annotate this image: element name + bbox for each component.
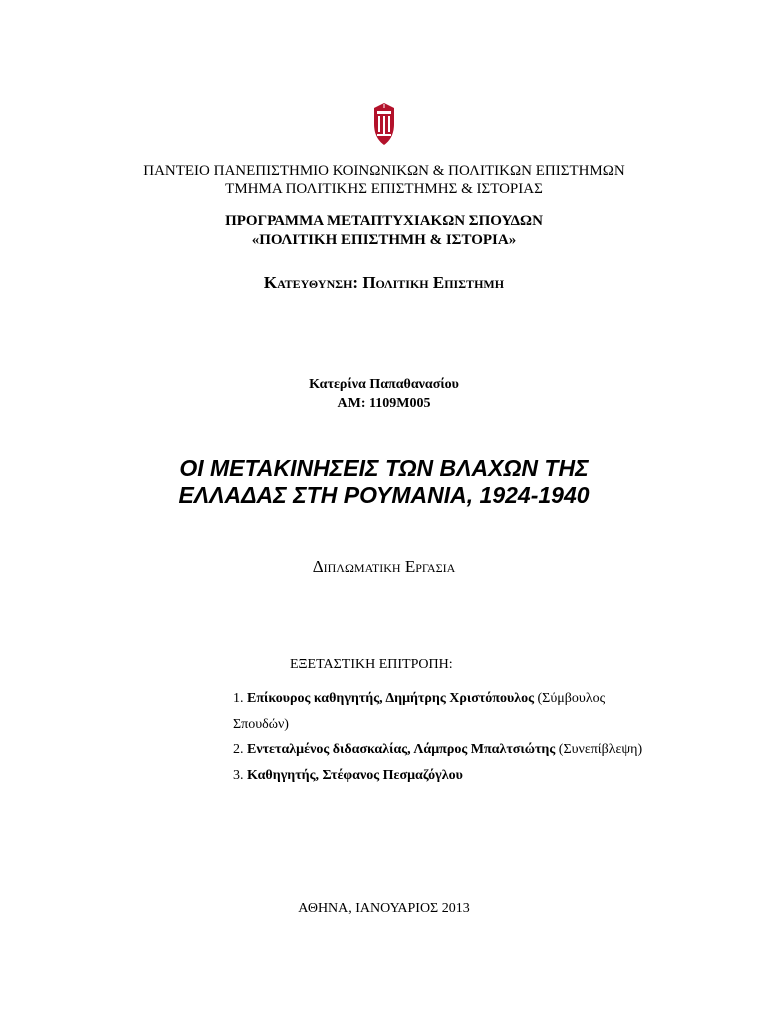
member-number: 2. (233, 742, 244, 757)
university-name: ΠΑΝΤΕΙΟ ΠΑΝΕΠΙΣΤΗΜΙΟ ΚΟΙΝΩΝΙΚΩΝ & ΠΟΛΙΤΙΚΩΝ ΕΠΙΣΤΗΜΩΝ (143, 163, 625, 179)
committee-member (233, 737, 653, 763)
student-id: ΑΜ: 1109Μ005 (337, 396, 431, 411)
program-subtitle: «ΠΟΛΙΤΙΚΗ ΕΠΙΣΤΗΜΗ & ΙΣΤΟΡΙΑ» (251, 232, 517, 248)
university-seal-icon (371, 102, 397, 146)
member-number: 1. (233, 691, 244, 706)
direction: Κατευθυνση: Πολιτικη Επιστημη (263, 273, 505, 292)
member-role: (Συνεπίβλεψη) (558, 742, 643, 757)
program-name: ΠΡΟΓΡΑΜΜΑ ΜΕΤΑΠΤΥΧΙΑΚΩΝ ΣΠΟΥΔΩΝ (225, 213, 543, 229)
member-name: Καθηγητής, Στέφανος Πεσμαζόγλου (247, 767, 463, 783)
committee-member (233, 686, 653, 737)
member-role: (Σύμβουλος Σπουδών) (233, 691, 606, 732)
committee-members (233, 686, 653, 788)
thesis-title-line2: ΕΛΛΑΔΑΣ ΣΤΗ ΡΟΥΜΑΝΙΑ, 1924-1940 (178, 482, 590, 508)
member-name: Εντεταλμένος διδασκαλίας, Λάμπρος Μπαλτσιώτης (247, 742, 556, 757)
place-date: ΑΘΗΝΑ, ΙΑΝΟΥΑΡΙΟΣ 2013 (298, 901, 470, 916)
document-type: Διπλωματικη Εργασια (312, 557, 456, 576)
committee-heading: ΕΞΕΤΑΣΤΙΚΗ ΕΠΙΤΡΟΠΗ: (290, 657, 453, 672)
author-name: Κατερίνα Παπαθανασίου (309, 377, 459, 392)
department-name: ΤΜΗΜΑ ΠΟΛΙΤΙΚΗΣ ΕΠΙΣΤΗΜΗΣ & ΙΣΤΟΡΙΑΣ (225, 181, 543, 197)
thesis-title-line1: ΟΙ ΜΕΤΑΚΙΝΗΣΕΙΣ ΤΩΝ ΒΛΑΧΩΝ ΤΗΣ (179, 455, 589, 481)
member-number: 3. (233, 767, 244, 783)
member-name: Επίκουρος καθηγητής, Δημήτρης Χριστόπουλος (247, 691, 535, 706)
committee-member (233, 763, 653, 789)
